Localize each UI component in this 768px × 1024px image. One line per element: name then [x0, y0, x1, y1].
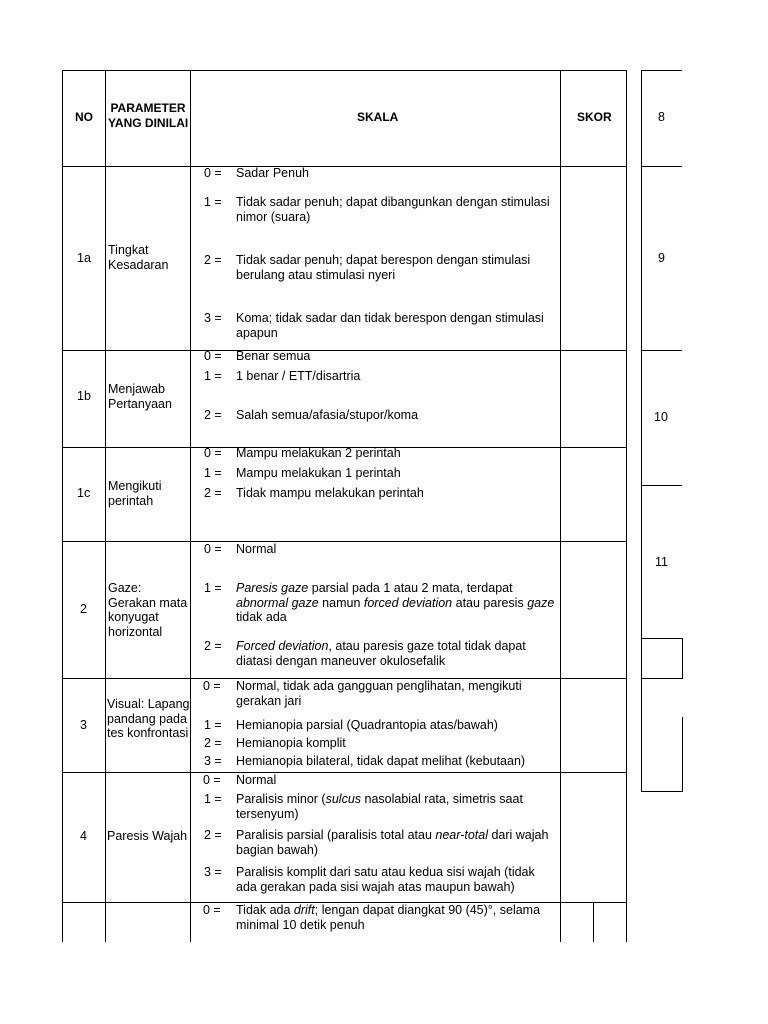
- row-1c-parameter: Mengikuti perintah: [108, 479, 162, 508]
- row-3-no: 3: [80, 718, 87, 732]
- header-parameter-line2: YANG DINILAI: [108, 116, 189, 130]
- table-col-divider: [105, 70, 106, 942]
- right-table-row-divider: [641, 791, 683, 792]
- table-col-divider: [593, 903, 594, 942]
- row-1c-desc-0: Mampu melakukan 2 perintah: [236, 446, 401, 460]
- row-1a-score-0: 0 =: [204, 166, 222, 180]
- right-table-row-divider: [641, 485, 682, 486]
- row-3-desc-2: Hemianopia komplit: [236, 736, 346, 750]
- right-table-number-11: 11: [655, 555, 668, 569]
- row-1a-desc-3: Koma; tidak sadar dan tidak berespon dengan stimulasi apapun: [236, 311, 544, 340]
- row-2-no: 2: [80, 602, 87, 616]
- row-1a-desc-1: Tidak sadar penuh; dapat dibangunkan dengan stimulasi nimor (suara): [236, 195, 550, 224]
- row-1a-desc-2: Tidak sadar penuh; dapat berespon dengan stimulasi berulang atau stimulasi nyeri: [236, 253, 531, 282]
- row-1a-score-2: 2 =: [204, 253, 222, 267]
- row-1a-score-1: 1 =: [204, 195, 222, 209]
- row-3-parameter: Visual: Lapang pandang pada tes konfrontasi: [107, 697, 190, 740]
- row-1c-no: 1c: [77, 486, 91, 500]
- row-2-parameter: Gaze: Gerakan mata konyugat horizontal: [108, 581, 188, 639]
- row-1c-desc-1: Mampu melakukan 1 perintah: [236, 466, 401, 480]
- table-row-divider: [62, 166, 627, 167]
- table-row-divider: [62, 541, 627, 542]
- row-1b-score-0: 0 =: [204, 349, 222, 363]
- header-skor: SKOR: [577, 110, 612, 124]
- header-skala: SKALA: [357, 110, 399, 124]
- row-3-score-1: 1 =: [204, 718, 222, 732]
- row-3-score-3: 3 =: [204, 754, 222, 768]
- row-4-score-0: 0 =: [203, 773, 221, 787]
- row-1b-desc-2: Salah semua/afasia/stupor/koma: [236, 408, 419, 422]
- row-1c-score-1: 1 =: [204, 466, 222, 480]
- row-3-score-0: 0 =: [203, 679, 221, 693]
- table-border-top: [62, 70, 627, 71]
- header-parameter-line1: PARAMETER: [110, 101, 186, 115]
- row-1b-no: 1b: [77, 389, 91, 403]
- row-4-desc-1: Paralisis minor (sulcus nasolabial rata, simetris saat tersenyum): [236, 792, 523, 821]
- row-4-score-2: 2 =: [204, 828, 222, 842]
- right-table-number-10: 10: [654, 410, 668, 424]
- row-2-score-1: 1 =: [204, 581, 222, 595]
- row-1a-desc-0: Sadar Penuh: [236, 166, 309, 180]
- row-2-score-2: 2 =: [204, 639, 222, 653]
- row-2-score-0: 0 =: [204, 542, 222, 556]
- row-4-score-1: 1 =: [204, 792, 222, 806]
- row-2-desc-0: Normal: [236, 542, 277, 556]
- right-table-row-divider: [641, 350, 682, 351]
- right-table-number-8: 8: [658, 110, 665, 124]
- row-4-parameter: Paresis Wajah: [107, 829, 188, 843]
- right-table-row-divider: [641, 678, 682, 679]
- row-1b-score-1: 1 =: [204, 369, 222, 383]
- row-5-score-0: 0 =: [203, 903, 221, 917]
- row-3-desc-1: Hemianopia parsial (Quadrantopia atas/bawah): [236, 718, 498, 732]
- row-4-desc-2: Paralisis parsial (paralisis total atau near-total dari wajah bagian bawah): [236, 828, 549, 857]
- row-2-desc-1: Paresis gaze parsial pada 1 atau 2 mata, terdapat abnormal gaze namun forced deviation atau paresis gaze tidak ada: [236, 581, 555, 624]
- table-col-divider: [190, 70, 191, 942]
- row-1b-desc-0: Benar semua: [236, 349, 311, 363]
- right-table-row-divider: [641, 166, 682, 167]
- header-no: NO: [75, 110, 93, 124]
- table-row-divider: [62, 350, 627, 351]
- right-table-row-divider: [641, 638, 682, 639]
- row-1b-desc-1: 1 benar / ETT/disartria: [236, 369, 361, 383]
- row-3-score-2: 2 =: [204, 736, 222, 750]
- row-3-desc-3: Hemianopia bilateral, tidak dapat melihat (kebutaan): [236, 754, 526, 768]
- row-1a-parameter: Tingkat Kesadaran: [108, 243, 169, 272]
- table-row-divider: [62, 772, 627, 773]
- row-1c-score-0: 0 =: [204, 446, 222, 460]
- right-table-number-9: 9: [658, 251, 665, 265]
- table-border-left: [62, 70, 63, 942]
- row-2-desc-2: Forced deviation, atau paresis gaze total tidak dapat diatasi dengan maneuver okulosefalik: [236, 639, 526, 668]
- row-1b-parameter: Menjawab Pertanyaan: [108, 382, 172, 411]
- row-4-desc-3: Paralisis komplit dari satu atau kedua sisi wajah (tidak ada gerakan pada sisi wajah atas maupun bawah): [236, 865, 535, 894]
- right-table-row-divider: [641, 70, 682, 71]
- row-1a-score-3: 3 =: [204, 311, 222, 325]
- row-4-desc-0: Normal: [236, 773, 277, 787]
- right-table-border-right: [682, 638, 683, 679]
- row-1a-no: 1a: [77, 251, 91, 265]
- row-1b-score-2: 2 =: [204, 408, 222, 422]
- row-4-no: 4: [80, 829, 87, 843]
- table-col-divider: [560, 70, 561, 942]
- row-3-desc-0: Normal, tidak ada gangguan penglihatan, mengikuti gerakan jari: [236, 679, 522, 708]
- right-table-border-right: [682, 717, 683, 792]
- right-table-border-left: [641, 70, 642, 792]
- table-border-right: [626, 70, 627, 942]
- row-1c-desc-2: Tidak mampu melakukan perintah: [236, 486, 424, 500]
- row-4-score-3: 3 =: [204, 865, 222, 879]
- row-1c-score-2: 2 =: [204, 486, 222, 500]
- row-5-desc-0: Tidak ada drift; lengan dapat diangkat 90 (45)°, selama minimal 10 detik penuh: [236, 903, 541, 932]
